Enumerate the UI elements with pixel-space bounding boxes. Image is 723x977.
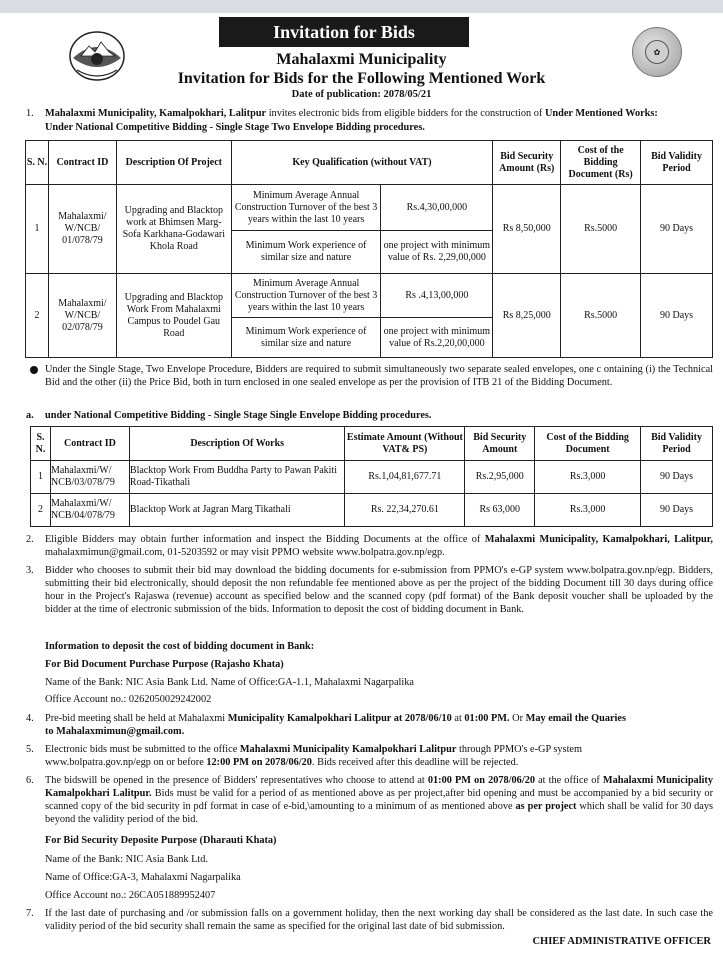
municipality-logo-icon: ✿ (632, 27, 682, 77)
works-table-2 (30, 426, 713, 527)
section-a-heading: under National Competitive Bidding - Single Stage Single Envelope Bidding procedures. (45, 410, 432, 421)
table-row (31, 461, 713, 494)
municipality-name: Mahalaxmi Municipality (276, 51, 447, 68)
t1-header-cost: Cost of the Bidding Document (Rs) (561, 141, 641, 185)
t1-row1-security: Rs 8,50,000 (493, 185, 561, 274)
para2-text: Eligible Bidders may obtain further information and inspect the Bidding Documents at the office of Mahalaxmi Municipality, Kamalpokhari, Lalitpur, mahalaxmimun@gmail.com, 01-5203592 or may visit PPMO website www.bolpatra.gov.np/egp. (45, 534, 713, 558)
para4-number: 4. (26, 713, 34, 724)
para6-purpose: For Bid Security Deposite Purpose (Dharauti Khata) (45, 835, 277, 846)
t1-row2-q2-value: one project with minimum value of Rs.2,20,00,000 (381, 318, 493, 358)
t1-row2-description: Upgrading and Blacktop Work From Mahalaxmi Campus to Poudel Gau Road (116, 274, 231, 358)
top-band (0, 0, 723, 13)
t2-header-contract: Contract ID (50, 427, 129, 461)
t1-row2-cost: Rs.5000 (561, 274, 641, 358)
t1-row1-sn: 1 (26, 185, 49, 274)
page-subtitle: Invitation for Bids for the Following Mentioned Work (177, 70, 546, 87)
para1-line1: Mahalaxmi Municipality, Kamalpokhari, Lalitpur invites electronic bids from eligible bidders for the construction of Under Mentioned Works: (45, 108, 658, 119)
t1-row2-q2-label: Minimum Work experience of similar size and nature (231, 318, 381, 358)
t1-row1-description: Upgrading and Blacktop work at Bhimsen Marg-Sofa Karkhana-Godawari Khola Road (116, 185, 231, 274)
t2-header-estimate: Estimate Amount (Without VAT& PS) (345, 427, 465, 461)
t2-row2-security: Rs 63,000 (465, 494, 535, 527)
para3-info-heading: Information to deposit the cost of bidding document in Bank: (45, 641, 315, 652)
table-row (26, 185, 713, 231)
t1-row2-validity: 90 Days (641, 274, 713, 358)
para6-text: The bidswill be opened in the presence of Bidders' representatives who choose to attend at 01:00 PM on 2078/06/20 at the office of Mahalaxmi Municipality Kamalpokhari Lalitpur. Bids must be valid for a period of as mentioned above as per project,after bid opening and must be accompanied by a bid security or scanned copy of the bid security in pdf format in case of e-bid,\amounting to a minimum of as mentioned above as per project which shall be valid for 30 days beyond the validity period of the bid. (45, 775, 714, 825)
table-row (26, 274, 713, 318)
table-row (31, 494, 713, 527)
para3-purpose: For Bid Document Purchase Purpose (Rajasho Khata) (45, 659, 284, 670)
para6-bank: Name of the Bank: NIC Asia Bank Ltd. (45, 854, 209, 865)
t2-header-sn: S. N. (31, 427, 51, 461)
t2-row1-security: Rs.2,95,000 (465, 461, 535, 494)
t2-row1-description: Blacktop Work From Buddha Party to Pawan Pakiti Road-Tikathali (129, 461, 345, 494)
t1-row2-q1-label: Minimum Average Annual Construction Turnover of the best 3 years within the last 10 years (231, 274, 381, 318)
t2-header-security: Bid Security Amount (465, 427, 535, 461)
t2-row2-sn: 2 (31, 494, 51, 527)
t1-row1-validity: 90 Days (641, 185, 713, 274)
t2-row2-description: Blacktop Work at Jagran Marg Tikathali (129, 494, 345, 527)
t2-row1-cost: Rs.3,000 (535, 461, 641, 494)
t1-header-validity: Bid Validity Period (641, 141, 713, 185)
t1-row1-q1-label: Minimum Average Annual Construction Turnover of the best 3 years within the last 10 years (231, 185, 381, 231)
t2-row1-estimate: Rs.1,04,81,677.71 (345, 461, 465, 494)
notice-title: Invitation for Bids (219, 17, 469, 47)
t2-header-description: Description Of Works (129, 427, 345, 461)
t1-header-sn: S. N. (26, 141, 49, 185)
t1-row1-contract: Mahalaxmi/ W/NCB/ 01/078/79 (48, 185, 116, 274)
t1-row2-contract: Mahalaxmi/ W/NCB/ 02/078/79 (48, 274, 116, 358)
para3-number: 3. (26, 565, 34, 576)
para2-number: 2. (26, 534, 34, 545)
t1-header-qualification: Key Qualification (without VAT) (231, 141, 493, 185)
t1-header-security: Bid Security Amount (Rs) (493, 141, 561, 185)
t2-row2-estimate: Rs. 22,34,270.61 (345, 494, 465, 527)
para6-number: 6. (26, 775, 34, 786)
t1-header-description: Description Of Project (116, 141, 231, 185)
para5-text: Electronic bids must be submitted to the office Mahalaxmi Municipality Kamalpokhari Lalitpur through PPMO's e-GP system www.bolpatra.gov.np/egp on or before 12:00 PM on 2078/06/20. Bids received after this deadline will be rejected. (45, 744, 583, 768)
t2-row2-contract: Mahalaxmi/W/ NCB/04/078/79 (50, 494, 129, 527)
para1-line2: Under National Competitive Bidding - Single Stage Two Envelope Bidding procedures. (45, 122, 425, 133)
t1-row2-security: Rs 8,25,000 (493, 274, 561, 358)
para7-number: 7. (26, 908, 34, 919)
t2-row2-cost: Rs.3,000 (535, 494, 641, 527)
note-bullet-icon (30, 366, 38, 374)
t1-row1-q2-label: Minimum Work experience of similar size and nature (231, 231, 381, 274)
publication-date: Date of publication: 2078/05/21 (291, 89, 432, 100)
t2-header-validity: Bid Validity Period (641, 427, 713, 461)
t2-row2-validity: 90 Days (641, 494, 713, 527)
para3-text: Bidder who chooses to submit their bid may download the bidding documents for e-submission from PPMO's e-GP system www.bolpatra.gov.np/egp. Bidders, submitting their bid electronically, should deposit the non refundable fee mentioned above as per the project of the bidding Document till 30 days during office hour in the Project's Rajaswa (revenue) account as specified below and the scanned copy (pdf format) of the Bank deposit voucher shall be uploaded by the bidder at the time of electronic submission of the bids. Information to deposit the cost of bidding document in Bank. (45, 565, 713, 615)
t2-row1-validity: 90 Days (641, 461, 713, 494)
para4-text: Pre-bid meeting shall be held at Mahalaxmi Municipality Kamalpokhari Lalitpur at 2078/06/10 at 01:00 PM. Or May email the Quaries to Mahalaxmimun@gmail.com. (45, 713, 626, 737)
section-a-number: a. (26, 410, 34, 421)
signature-title: CHIEF ADMINISTRATIVE OFFICER (532, 936, 711, 947)
t1-header-contract: Contract ID (48, 141, 116, 185)
t1-row1-q1-value: Rs.4,30,00,000 (381, 185, 493, 231)
para6-account: Office Account no.: 26CA051889952407 (45, 890, 216, 901)
para1-number: 1. (26, 108, 34, 119)
two-envelope-note: Under the Single Stage, Two Envelope Procedure, Bidders are required to submit simultaneously two separate sealed envelopes, one c ontaining (i) the Technical Bid and the other (ii) the Price Bid, both in turn enclosed in one sealed envelope as per the provision of ITB 21 of the Bidding Document. (45, 364, 713, 388)
t2-row1-sn: 1 (31, 461, 51, 494)
para6-office: Name of Office:GA-3, Mahalaxmi Nagarpalika (45, 872, 241, 883)
para3-bank: Name of the Bank: NIC Asia Bank Ltd. Name of Office:GA-1.1, Mahalaxmi Nagarpalika (45, 677, 414, 688)
t1-row1-cost: Rs.5000 (561, 185, 641, 274)
t2-row1-contract: Mahalaxmi/W/ NCB/03/078/79 (50, 461, 129, 494)
t2-header-cost: Cost of the Bidding Document (535, 427, 641, 461)
t1-row2-q1-value: Rs .4,13,00,000 (381, 274, 493, 318)
para7-text: If the last date of purchasing and /or submission falls on a government holiday, then the next working day shall be considered as the last date. In such case the validity period of the bid security shall remain the same as specified for the original last date of bid submission. (45, 908, 713, 932)
para3-account: Office Account no.: 0262050029242002 (45, 694, 212, 705)
t1-row1-q2-value: one project with minimum value of Rs. 2,29,00,000 (381, 231, 493, 274)
para5-number: 5. (26, 744, 34, 755)
t1-row2-sn: 2 (26, 274, 49, 358)
works-table-1 (25, 140, 713, 358)
